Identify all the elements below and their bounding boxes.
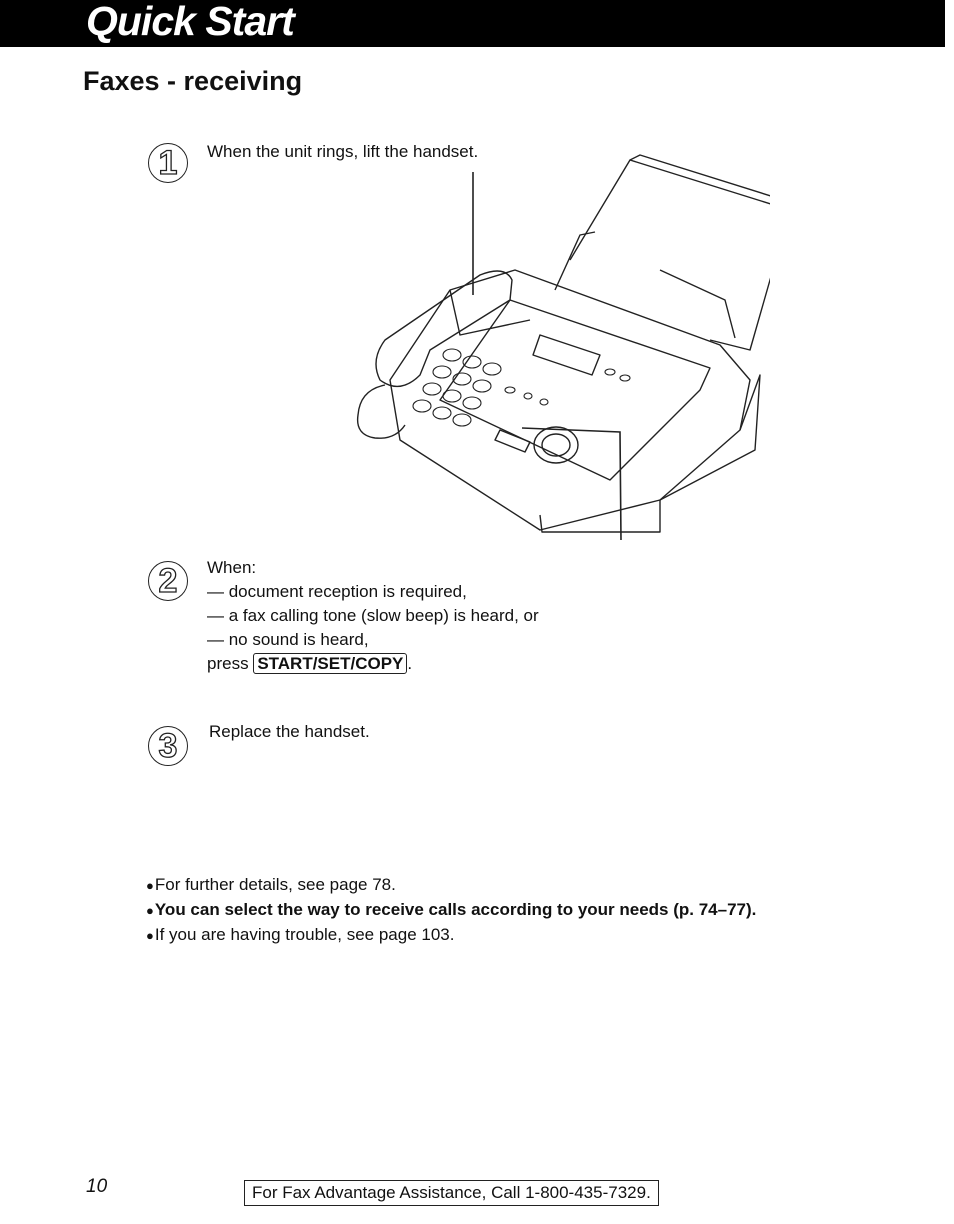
header-bar <box>0 0 945 47</box>
note-text: For further details, see page 78. <box>154 875 396 894</box>
step-2-text <box>207 556 539 676</box>
note-item <box>146 873 756 898</box>
step-2-line: — a fax calling tone (slow beep) is heard, or <box>207 606 539 625</box>
step-1-text: When the unit rings, lift the handset. <box>207 142 479 161</box>
note-item <box>146 898 756 923</box>
step-1-badge <box>148 143 188 183</box>
step-2-badge <box>148 561 188 601</box>
step-2-line: When: <box>207 558 257 577</box>
section-title: Faxes - receiving <box>83 66 303 96</box>
page-number: 10 <box>86 1176 108 1197</box>
bullet-icon: ● <box>146 878 154 893</box>
press-suffix: . <box>407 654 413 673</box>
fax-machine-illustration <box>330 140 770 540</box>
press-label: press <box>207 654 249 673</box>
bullet-icon: ● <box>146 903 154 918</box>
note-text: If you are having trouble, see page 103. <box>154 925 455 944</box>
header-title: Quick Start <box>86 0 294 44</box>
step-3-number: 3 <box>158 727 178 765</box>
step-1-number: 1 <box>158 144 178 182</box>
step-2-press-line <box>207 652 539 676</box>
step-3-text: Replace the handset. <box>209 722 370 741</box>
note-item <box>146 923 756 948</box>
step-2-line: — no sound is heard, <box>207 630 369 649</box>
step-2-number: 2 <box>158 562 178 600</box>
start-set-copy-key: START/SET/COPY <box>253 653 407 674</box>
bullet-icon: ● <box>146 928 154 943</box>
assistance-box: For Fax Advantage Assistance, Call 1-800-435-7329. <box>244 1180 659 1206</box>
note-text: You can select the way to receive calls according to your needs (p. 74–77). <box>154 900 757 919</box>
step-2-line: — document reception is required, <box>207 582 467 601</box>
notes-list <box>146 873 756 948</box>
step-3-badge <box>148 726 188 766</box>
